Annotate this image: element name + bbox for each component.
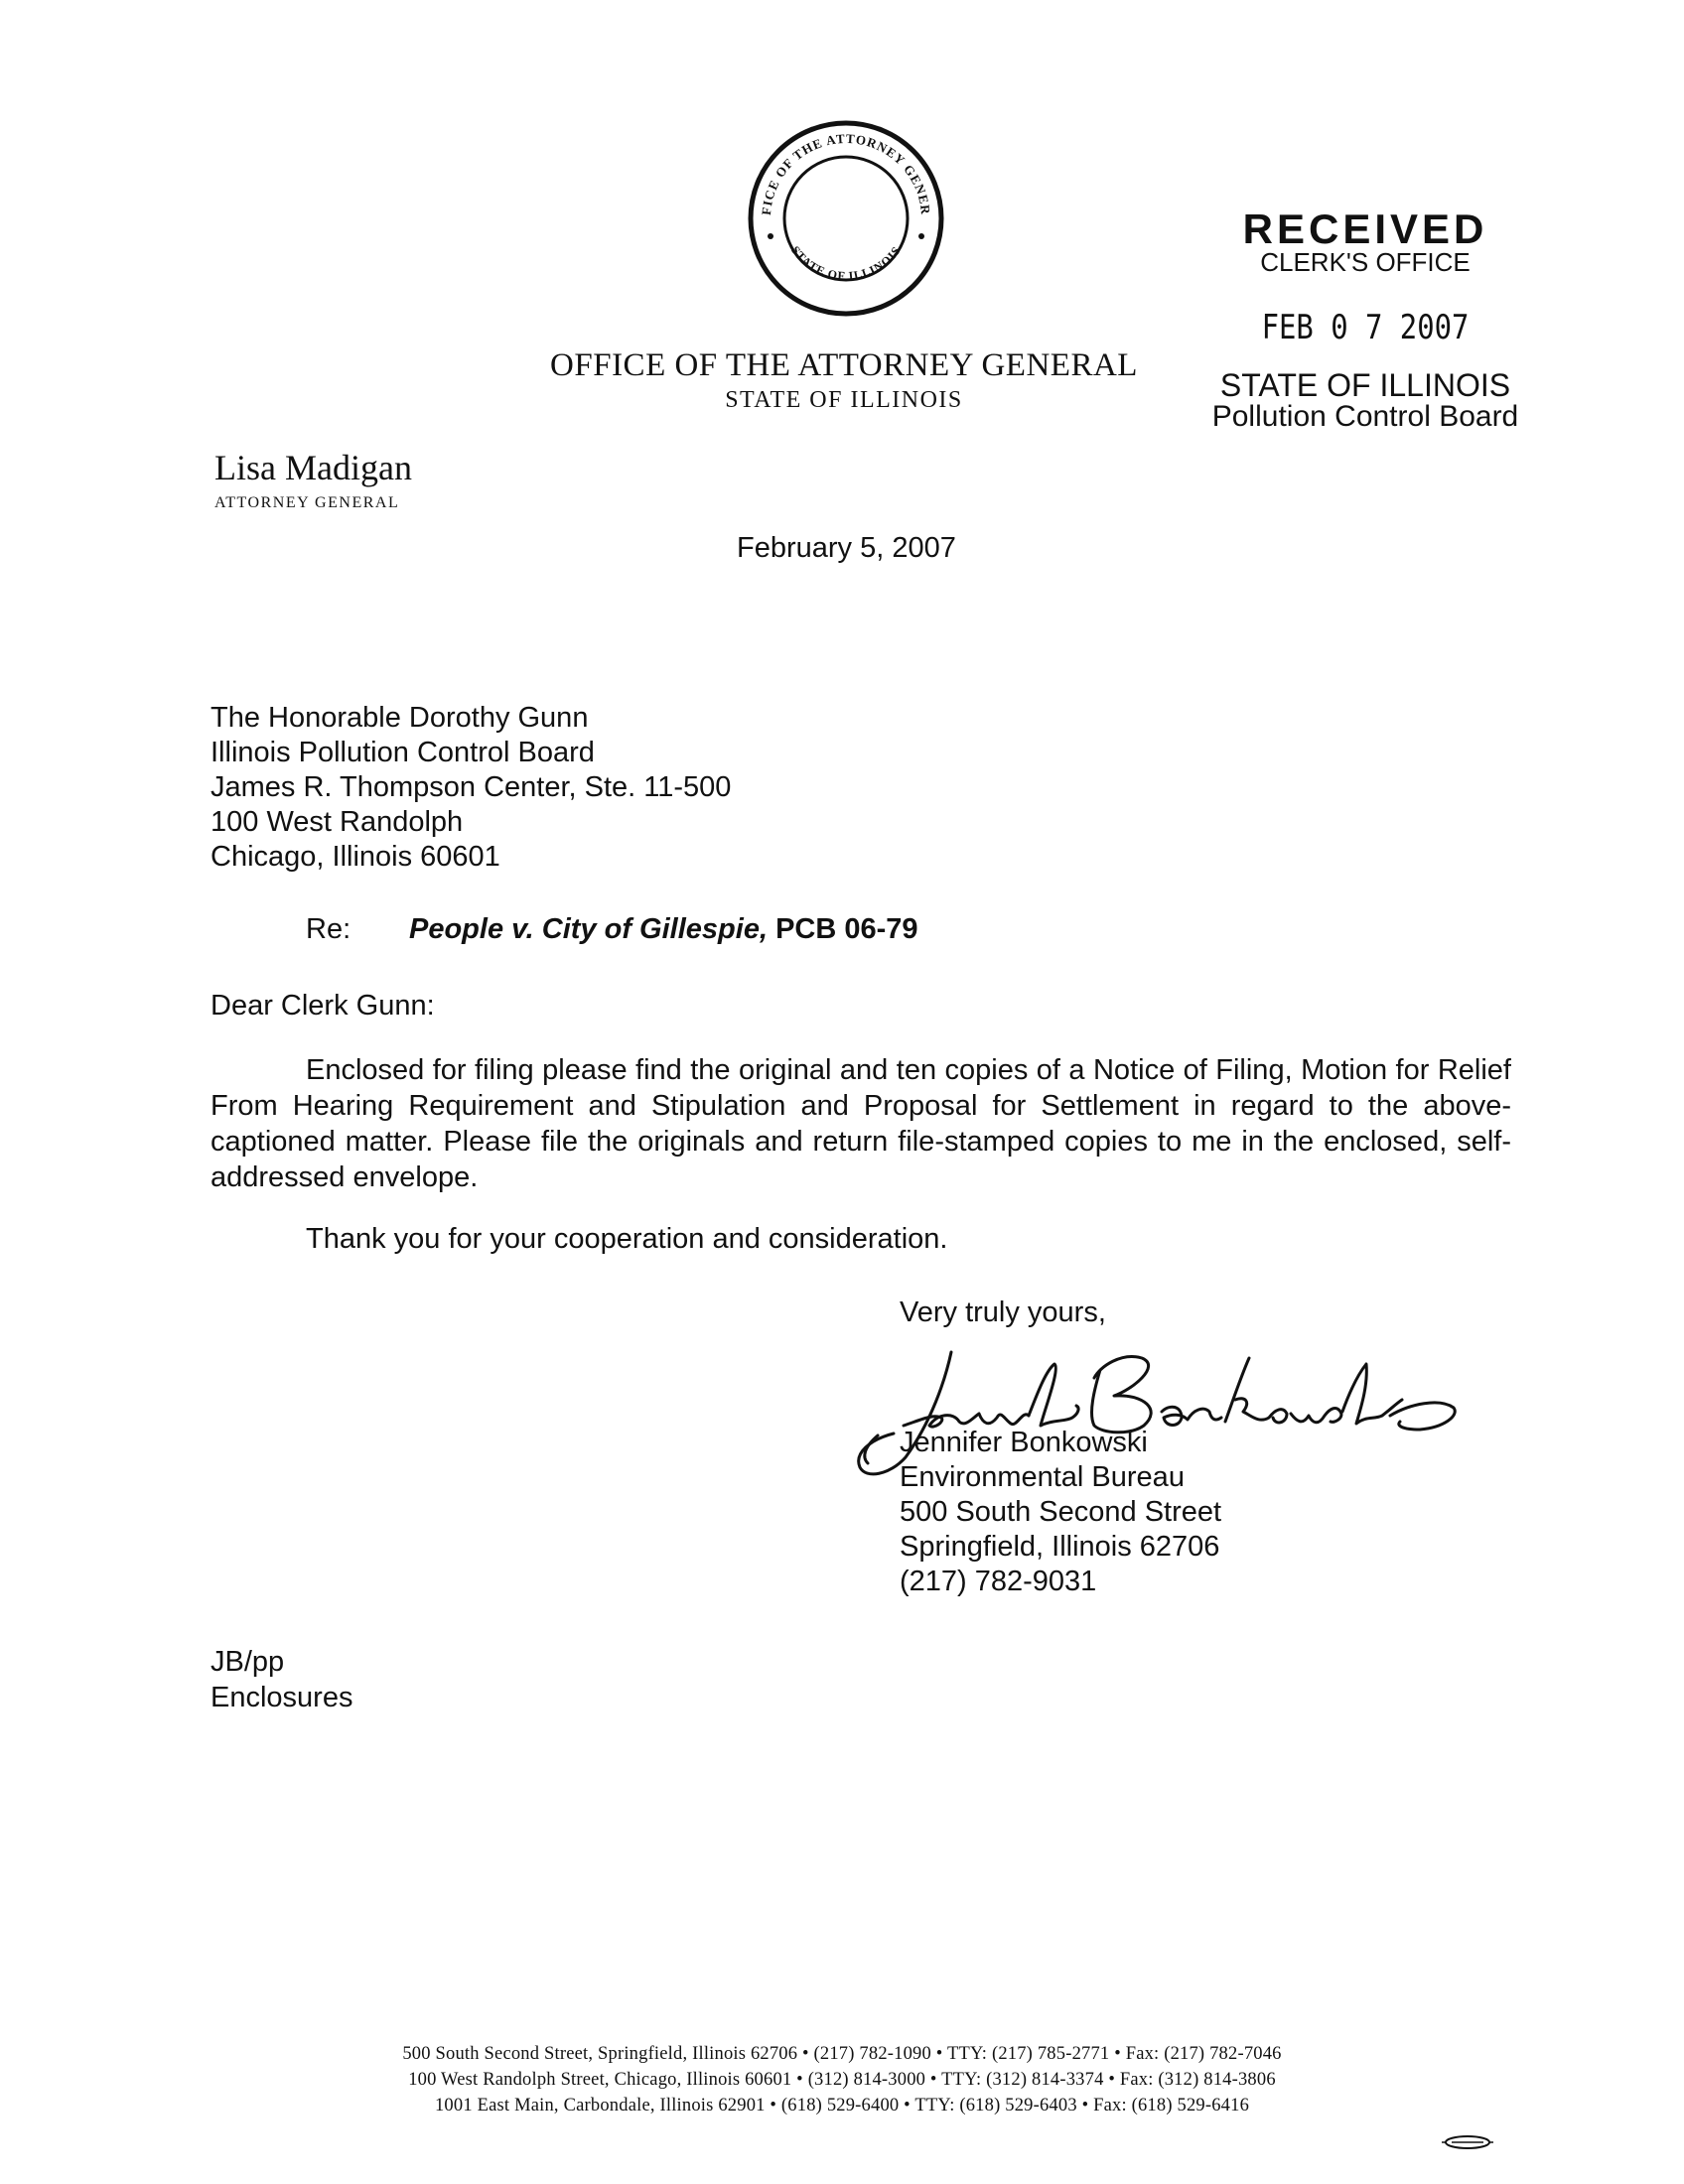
attorney-general-name: Lisa Madigan [214,448,412,487]
attorney-general-seal [747,119,945,318]
stamp-board: Pollution Control Board [1211,400,1519,433]
signer-phone: (217) 782-9031 [900,1566,1097,1597]
recipient-line: James R. Thompson Center, Ste. 11-500 [210,771,732,803]
footer-line-springfield: 500 South Second Street, Springfield, Illinois 62706 • (217) 782-1090 • TTY: (217) 785-2771 • Fax: (217) 782-7046 [402,2044,1282,2064]
office-state: STATE OF ILLINOIS [725,387,963,413]
signer-name: Jennifer Bonkowski [900,1427,1148,1458]
seal-bottom-text: STATE OF ILLINOIS [787,243,905,283]
re-case-name: People v. City of Gillespie, [409,913,768,945]
seal-top-text: FICE OF THE ATTORNEY GENER [758,130,934,216]
signer-block [900,1426,1221,1599]
recipient-line: Illinois Pollution Control Board [210,737,595,768]
signer-bureau: Environmental Bureau [900,1461,1185,1493]
office-title: OFFICE OF THE ATTORNEY GENERAL [550,347,1138,383]
signer-street: 500 South Second Street [900,1496,1222,1528]
letter-date: February 5, 2007 [737,532,956,564]
recipient-line: 100 West Randolph [210,806,464,838]
stamp-state: STATE OF ILLINOIS [1219,367,1511,403]
body-paragraph: Enclosed for filing please find the original and ten copies of a Notice of Filing, Motion for Relief From Hearing Requirement and Stipulation and Proposal for Settlement in regard to the above-captioned matter. Please file the originals and return file-stamped copies to me in the enclosed, self-addressed envelope. [210,1054,1511,1193]
footer-line-chicago: 100 West Randolph Street, Chicago, Illinois 60601 • (312) 814-3000 • TTY: (312) 814-3374 • Fax: (312) 814-3806 [408,2070,1276,2090]
re-label: Re: [306,913,351,945]
reference-initials-block [210,1644,352,1715]
footer-addresses [199,2041,1485,2118]
closing: Very truly yours, [900,1297,1106,1328]
stamp-clerks-office: CLERK'S OFFICE [1260,247,1471,277]
enclosures-note: Enclosures [210,1682,353,1713]
recipient-line: Chicago, Illinois 60601 [210,841,500,873]
recipient-address [210,701,731,875]
re-subject [409,911,918,947]
attorney-general-title: ATTORNEY GENERAL [214,494,400,511]
reference-initials: JB/pp [210,1646,285,1678]
received-stamp [1192,205,1539,433]
recycled-paper-icon [1438,2132,1497,2152]
re-case-number: PCB 06-79 [775,913,918,945]
salutation: Dear Clerk Gunn: [210,990,435,1022]
stamp-received: RECEIVED [1242,205,1488,252]
thanks-line: Thank you for your cooperation and consideration. [306,1223,948,1255]
footer-line-carbondale: 1001 East Main, Carbondale, Illinois 62901 • (618) 529-6400 • TTY: (618) 529-6403 • Fax: (618) 529-6416 [434,2096,1250,2116]
recipient-line: The Honorable Dorothy Gunn [210,702,589,734]
signer-city: Springfield, Illinois 62706 [900,1531,1220,1563]
stamp-date: FEB 0 7 2007 [1261,308,1470,347]
seal-graphic [747,119,945,318]
